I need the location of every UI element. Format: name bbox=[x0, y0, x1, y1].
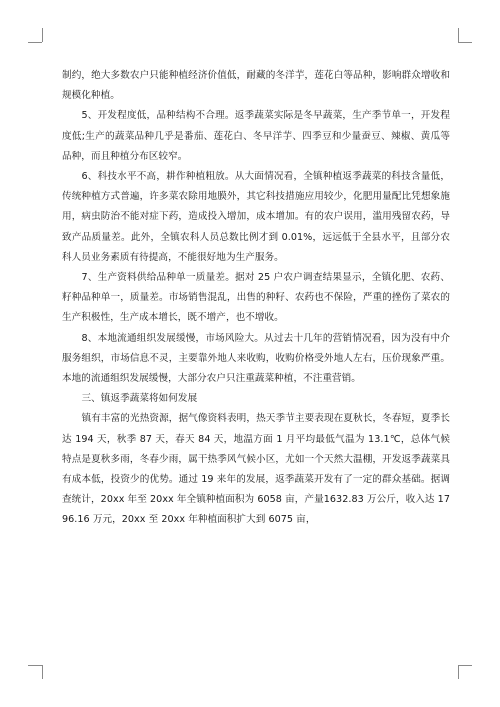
crop-mark-top-right-vertical bbox=[458, 28, 459, 42]
paragraph-point-5: 5、开发程度低，品种结构不合理。返季蔬菜实际是冬早蔬菜，生产季节单一，开发程度低;生产的蔬菜品种几乎是番茄、莲花白、冬早洋芋、四季豆和少量蚕豆、辣椒、黄瓜等品种，而且种植分布区较窄。 bbox=[62, 110, 450, 162]
paragraph-continuation: 制约，绝大多数农户只能种植经济价值低，耐藏的冬洋芋，莲花白等品种，影响群众增收和规模化种植。 bbox=[62, 70, 450, 102]
paragraph-point-8: 8、本地流通组织发展缓慢，市场风险大。从过去十几年的营销情况看，因为没有中介服务组织，市场信息不灵，主要靠外地人来收购，收购价格受外地人左右，压价现象严重。本地的流通组织发展缓慢，大部分农户只注重蔬菜种植，不注重营销。 bbox=[62, 332, 450, 385]
document-body bbox=[62, 66, 450, 531]
paragraph-resources: 镇有丰富的光热资源，据气像资料表明，热天季节主要表现在夏秋长，冬春短，夏季长达 194 天，秋季 87 天，春天 84 天，地温方面 1 月平均最低气温为 13.1℃，总体气候特点是夏秋多雨，冬春少雨，属干热季风气候小区，尤如一个天然大温棚，开发返季蔬菜具有成本低，投资少的优势。通过 19 来年的发展，返季蔬菜开发有了一定的群众基础。据调查统计，20xx 年至 20xx 年全镇种植面积为 6058 亩，产量1632.83 万公斤，收入达 1796.16 万元，20xx 至 20xx 年种植面积扩大到 6075 亩， bbox=[62, 413, 450, 526]
crop-mark-bottom-right-vertical bbox=[458, 665, 459, 679]
crop-mark-bottom-left-vertical bbox=[42, 665, 43, 679]
crop-mark-top-right-horizontal bbox=[458, 42, 472, 43]
crop-mark-bottom-left-horizontal bbox=[28, 665, 42, 666]
section-heading-3: 三、镇返季蔬菜将如何发展 bbox=[81, 393, 198, 405]
crop-mark-bottom-right-horizontal bbox=[458, 665, 472, 666]
paragraph-point-7: 7、生产资料供给品种单一质量差。据对 25 户农户调查结果显示，全镇化肥、农药、籽种品种单一，质量差。市场销售混乱，出售的种籽、农药也不保险，严重的挫伤了菜农的生产积极性，生产成本增长，既不增产，也不增收。 bbox=[62, 272, 450, 324]
crop-mark-top-left-horizontal bbox=[28, 42, 42, 43]
crop-mark-top-left-vertical bbox=[42, 28, 43, 42]
paragraph-point-6: 6、科技水平不高，耕作种植粗放。从大面情况看，全镇种植返季蔬菜的科技含量低，传统种植方式普遍，许多菜农除用地膜外，其它科技措施应用较少，化肥用量配比凭想象施用，病虫防治不能对症下药，造成投入增加，成本增加。有的农户误用，滥用残留农药，导致产品质量差。此外，全镇农科人员总数比例才到 0.01%，远远低于全县水平，且部分农科人员业务素质有待提高，不能很好地为生产服务。 bbox=[62, 171, 450, 263]
